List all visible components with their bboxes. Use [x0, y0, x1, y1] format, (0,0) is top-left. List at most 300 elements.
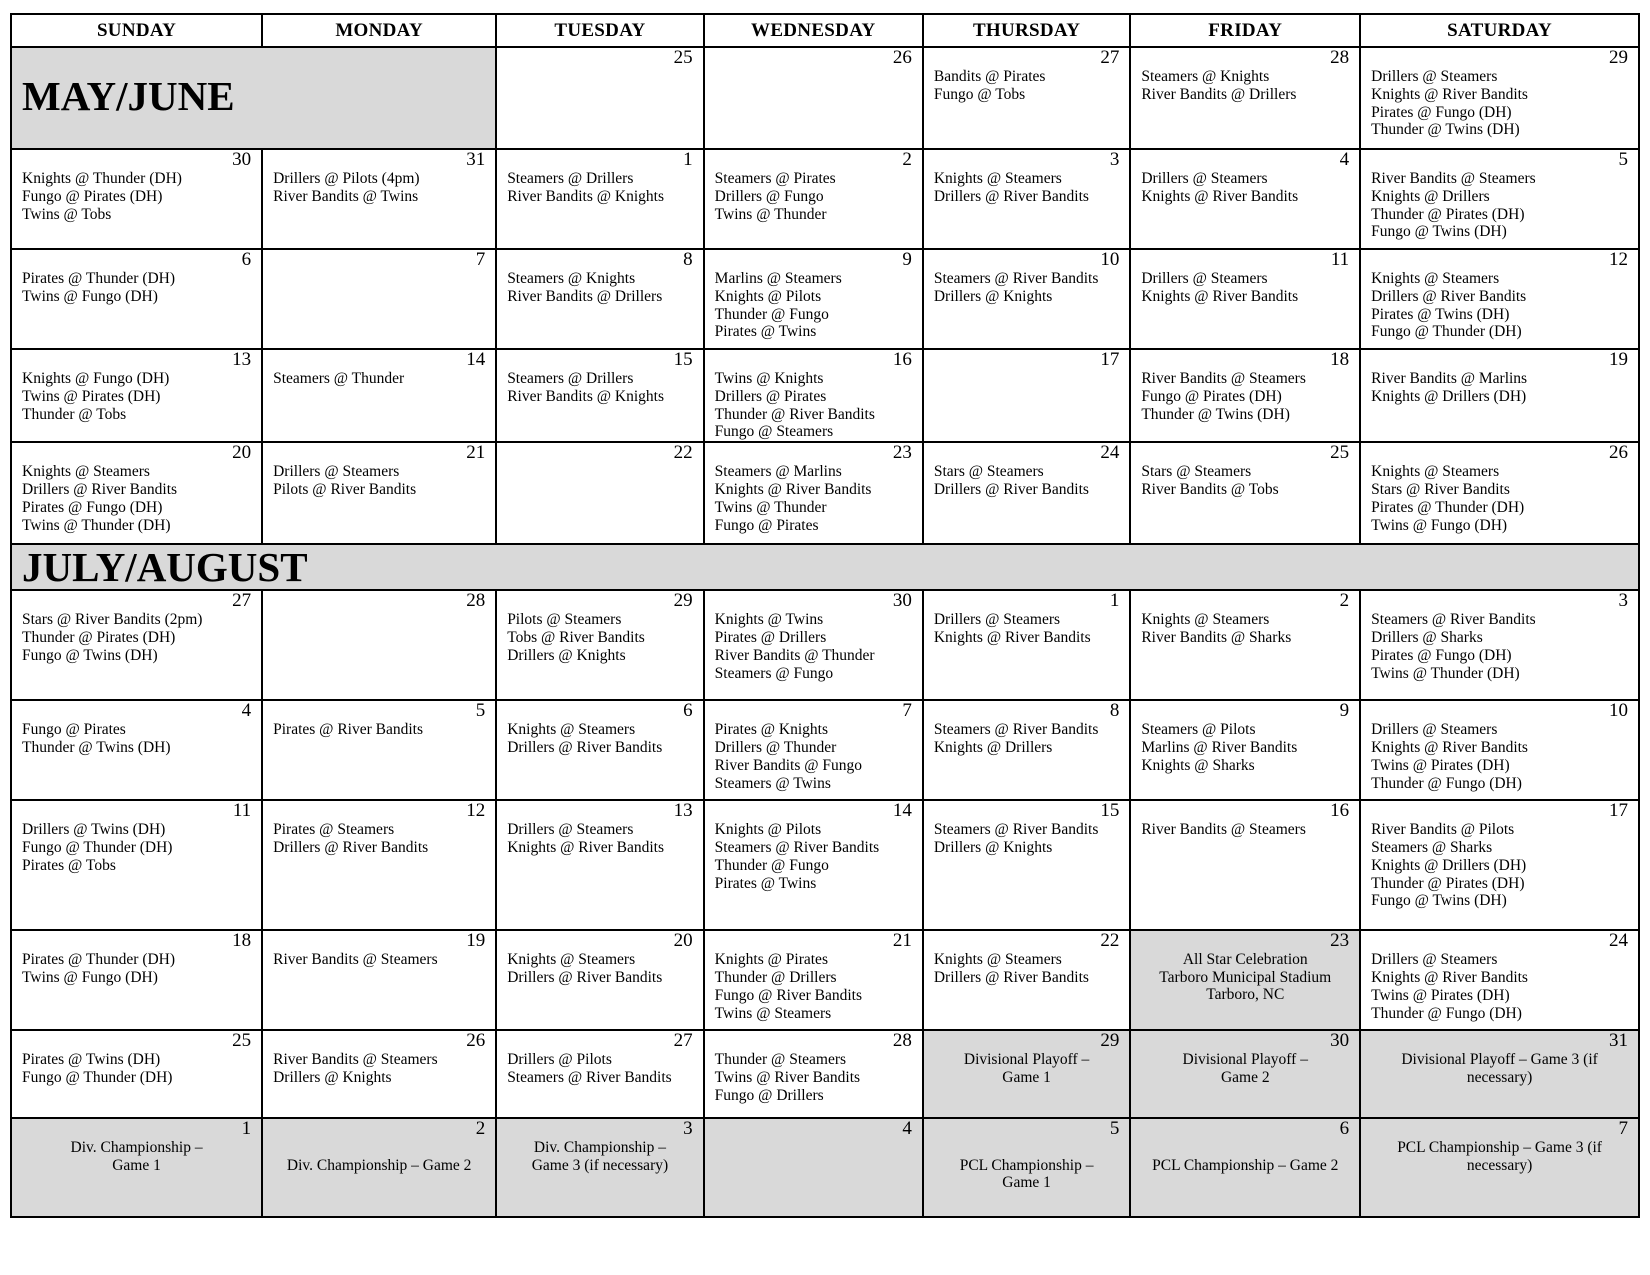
- game-entry: Drillers @ Knights: [933, 287, 1053, 305]
- day-number: 25: [232, 1030, 252, 1052]
- game-entry: Knights @ Pilots: [714, 821, 822, 839]
- game-list: [1131, 821, 1359, 839]
- weekday-header-thursday: THURSDAY: [923, 14, 1130, 47]
- game-entry: Steamers @ Marlins: [714, 463, 842, 481]
- day-number: 10: [1609, 700, 1628, 722]
- game-entry: Fungo @ Twins (DH): [22, 646, 158, 664]
- day-number: 27: [673, 1030, 693, 1052]
- day-cell: [923, 1030, 1130, 1118]
- day-cell: [1360, 930, 1639, 1030]
- game-entry: Thunder @ River Bandits: [714, 405, 875, 423]
- game-entry: Knights @ River Bandits: [714, 480, 872, 498]
- day-cell: [11, 442, 262, 544]
- day-cell: [11, 149, 262, 249]
- game-entry: Fungo @ Pirates: [714, 516, 819, 534]
- game-list: [1361, 951, 1638, 1022]
- week-row: [11, 47, 1639, 149]
- game-list: [12, 951, 261, 987]
- weekday-header-wednesday: WEDNESDAY: [704, 14, 923, 47]
- day-cell: [11, 349, 262, 442]
- day-cell: [496, 800, 703, 930]
- game-list: [1361, 68, 1638, 139]
- game-entry: Knights @ Steamers: [933, 170, 1062, 187]
- game-entry: Drillers @ Steamers: [1371, 951, 1498, 969]
- day-number: 25: [1330, 442, 1350, 464]
- game-entry: Knights @ Steamers: [22, 463, 150, 481]
- day-cell: [262, 249, 496, 349]
- day-cell: [1130, 1030, 1360, 1118]
- day-cell: [496, 1030, 703, 1118]
- game-list: [497, 1051, 702, 1087]
- game-entry: Drillers @ Knights: [933, 838, 1053, 856]
- game-entry: Fungo @ Pirates: [22, 721, 126, 739]
- game-entry: Knights @ River Bandits: [1371, 968, 1528, 986]
- day-cell: [496, 47, 703, 149]
- day-cell: [1360, 47, 1639, 149]
- day-cell: [923, 349, 1130, 442]
- game-entry: Twins @ Thunder: [714, 498, 827, 516]
- game-entry: Drillers @ River Bandits: [507, 738, 663, 756]
- day-cell: [923, 930, 1130, 1030]
- day-cell: [704, 149, 923, 249]
- game-entry: River Bandits @ Steamers: [1371, 170, 1536, 187]
- game-list: [1131, 721, 1359, 774]
- game-list: [924, 463, 1129, 499]
- day-number: 23: [1330, 930, 1350, 952]
- day-cell: [704, 800, 923, 930]
- game-entry: Steamers @ Pilots: [1141, 721, 1256, 739]
- game-entry: Thunder @ Pirates (DH): [22, 628, 176, 646]
- game-entry: Thunder @ Fungo: [714, 305, 829, 323]
- week-row: [11, 1118, 1639, 1217]
- event-note-line: Divisional Playoff –: [1182, 1051, 1308, 1069]
- game-entry: Drillers @ Twins (DH): [22, 821, 166, 839]
- game-list: [705, 270, 922, 341]
- game-list: [263, 463, 495, 499]
- game-entry: Twins @ Thunder (DH): [1371, 664, 1520, 682]
- day-number: 7: [1618, 1118, 1628, 1140]
- game-entry: Tobs @ River Bandits: [507, 628, 645, 646]
- day-number: 27: [232, 590, 252, 612]
- game-entry: River Bandits @ Knights: [507, 187, 664, 205]
- game-entry: Steamers @ River Bandits: [714, 838, 880, 856]
- event-note-line: necessary): [1466, 1156, 1533, 1174]
- game-entry: Knights @ Drillers: [933, 738, 1053, 756]
- week-row: [11, 930, 1639, 1030]
- game-entry: Drillers @ Knights: [507, 646, 626, 664]
- event-note: [924, 1139, 1129, 1192]
- event-note-line: [930, 1139, 1123, 1157]
- game-entry: Twins @ Fungo (DH): [1371, 516, 1508, 534]
- day-number: 7: [475, 249, 486, 270]
- event-note: [263, 1139, 495, 1174]
- game-list: [12, 1051, 261, 1087]
- game-entry: Steamers @ River Bandits: [933, 721, 1099, 739]
- game-entry: Thunder @ Fungo (DH): [1371, 1004, 1522, 1022]
- day-cell: [704, 590, 923, 700]
- day-cell: [1130, 149, 1360, 249]
- event-note: [1361, 1139, 1638, 1174]
- game-entry: Drillers @ River Bandits: [22, 480, 178, 498]
- day-cell: [1130, 700, 1360, 800]
- game-entry: Steamers @ Drillers: [507, 370, 634, 387]
- game-list: [497, 370, 702, 406]
- event-note: [1131, 1051, 1359, 1086]
- game-entry: Pirates @ Tobs: [22, 856, 116, 874]
- game-entry: River Bandits @ Steamers: [1141, 370, 1306, 387]
- game-entry: Twins @ Fungo (DH): [22, 968, 158, 986]
- day-cell: [1360, 800, 1639, 930]
- game-entry: River Bandits @ Marlins: [1371, 370, 1528, 387]
- day-number: 17: [1609, 800, 1628, 822]
- day-cell: [923, 590, 1130, 700]
- game-entry: Drillers @ River Bandits: [933, 968, 1089, 986]
- game-list: [12, 370, 261, 423]
- game-entry: Knights @ Steamers: [1141, 611, 1270, 629]
- game-list: [705, 951, 922, 1022]
- game-list: [1361, 721, 1638, 792]
- day-number: 4: [902, 1118, 912, 1140]
- day-number: 18: [1330, 349, 1350, 370]
- game-entry: Knights @ Twins: [714, 611, 824, 629]
- event-note-line: Div. Championship –: [533, 1139, 666, 1157]
- day-number: 2: [902, 149, 912, 170]
- game-entry: Knights @ Steamers: [507, 951, 636, 969]
- event-note-line: PCL Championship – Game 3 (if: [1397, 1139, 1602, 1157]
- day-number: 1: [1109, 590, 1120, 612]
- game-entry: Steamers @ River Bandits: [933, 821, 1099, 839]
- game-list: [497, 951, 702, 987]
- game-list: [1131, 463, 1359, 499]
- game-entry: Fungo @ Twins (DH): [1371, 223, 1507, 241]
- day-cell: [1360, 590, 1639, 700]
- day-number: 15: [673, 349, 693, 370]
- game-list: [1361, 170, 1638, 241]
- game-entry: Fungo @ Pirates (DH): [1141, 387, 1282, 405]
- day-number: 20: [673, 930, 693, 952]
- day-number: 5: [1109, 1118, 1120, 1140]
- day-number: 25: [673, 47, 693, 68]
- game-entry: Drillers @ Steamers: [507, 821, 634, 839]
- day-cell: [704, 1030, 923, 1118]
- game-entry: River Bandits @ Steamers: [1141, 821, 1306, 839]
- game-list: [924, 611, 1129, 647]
- day-cell: [923, 800, 1130, 930]
- game-entry: Drillers @ Thunder: [714, 738, 837, 756]
- game-entry: Knights @ River Bandits: [933, 628, 1091, 646]
- game-entry: Fungo @ Thunder (DH): [1371, 323, 1522, 341]
- event-note: [497, 1139, 702, 1174]
- game-list: [12, 721, 261, 757]
- game-entry: Twins @ Fungo (DH): [22, 287, 158, 305]
- day-cell: [1360, 1118, 1639, 1217]
- game-entry: Drillers @ Steamers: [273, 463, 400, 481]
- game-entry: Fungo @ Thunder (DH): [22, 838, 173, 856]
- day-number: 22: [673, 442, 693, 464]
- game-entry: Stars @ Steamers: [1141, 463, 1252, 481]
- event-note-line: Game 2: [1220, 1068, 1270, 1086]
- schedule-calendar: [10, 13, 1640, 1218]
- day-cell: [1130, 249, 1360, 349]
- game-entry: Pirates @ Fungo (DH): [22, 498, 163, 516]
- day-cell: [496, 249, 703, 349]
- game-entry: Fungo @ Tobs: [933, 85, 1026, 103]
- day-number: 30: [1330, 1030, 1350, 1052]
- day-number: 23: [892, 442, 912, 464]
- game-list: [12, 611, 261, 664]
- game-entry: Pirates @ Fungo (DH): [1371, 103, 1512, 121]
- day-cell: [11, 800, 262, 930]
- game-list: [924, 951, 1129, 987]
- game-entry: Stars @ River Bandits (2pm): [22, 611, 203, 629]
- game-entry: River Bandits @ Fungo: [714, 756, 862, 774]
- game-entry: River Bandits @ Steamers: [273, 1051, 438, 1069]
- day-cell: [1130, 930, 1360, 1030]
- game-list: [263, 951, 495, 969]
- week-row: [11, 349, 1639, 442]
- game-list: [705, 463, 922, 534]
- day-number: 6: [1339, 1118, 1350, 1140]
- game-entry: Thunder @ Steamers: [714, 1051, 847, 1069]
- weekday-header-sunday: SUNDAY: [11, 14, 262, 47]
- game-entry: Knights @ Drillers (DH): [1371, 856, 1527, 874]
- day-number: 4: [241, 700, 252, 722]
- day-number: 31: [1609, 1030, 1628, 1052]
- event-note-line: [269, 1139, 489, 1157]
- game-entry: River Bandits @ Drillers: [1141, 85, 1297, 103]
- day-number: 28: [892, 1030, 912, 1052]
- game-entry: Thunder @ Tobs: [22, 405, 127, 423]
- game-list: [12, 821, 261, 874]
- day-number: 28: [466, 590, 486, 612]
- game-entry: Drillers @ Pilots (4pm): [273, 170, 420, 187]
- game-entry: Pilots @ Steamers: [507, 611, 622, 629]
- game-entry: Twins @ Pirates (DH): [1371, 756, 1510, 774]
- game-list: [497, 170, 702, 206]
- game-entry: Drillers @ Pilots: [507, 1051, 612, 1069]
- day-number: 12: [1609, 249, 1628, 270]
- game-list: [497, 270, 702, 306]
- game-entry: River Bandits @ Knights: [507, 387, 664, 405]
- game-entry: Bandits @ Pirates: [933, 68, 1046, 85]
- weekday-header-monday: MONDAY: [262, 14, 496, 47]
- game-entry: Fungo @ Thunder (DH): [22, 1068, 173, 1086]
- day-number: 15: [1100, 800, 1120, 822]
- event-note-line: Game 1: [1002, 1068, 1051, 1086]
- game-entry: Steamers @ Sharks: [1371, 838, 1493, 856]
- game-entry: Twins @ Tobs: [22, 205, 112, 223]
- event-note-line: All Star Celebration: [1182, 951, 1308, 969]
- game-entry: Thunder @ Pirates (DH): [1371, 874, 1525, 892]
- day-number: 14: [466, 349, 486, 370]
- game-entry: Drillers @ Steamers: [1141, 270, 1268, 287]
- day-number: 22: [1100, 930, 1120, 952]
- day-number: 27: [1100, 47, 1120, 68]
- day-number: 8: [1109, 700, 1120, 722]
- game-list: [705, 611, 922, 682]
- day-cell: [11, 1030, 262, 1118]
- day-cell: [704, 700, 923, 800]
- day-number: 21: [466, 442, 486, 464]
- game-list: [705, 821, 922, 892]
- game-list: [1361, 821, 1638, 910]
- game-entry: Knights @ Drillers (DH): [1371, 387, 1527, 405]
- event-note-line: Divisional Playoff –: [963, 1051, 1090, 1069]
- day-number: 11: [1330, 249, 1350, 270]
- day-number: 13: [232, 349, 252, 370]
- game-entry: Pirates @ Steamers: [273, 821, 395, 839]
- day-cell: [704, 249, 923, 349]
- game-entry: Marlins @ Steamers: [714, 270, 842, 287]
- day-cell: [923, 700, 1130, 800]
- week-row: [11, 800, 1639, 930]
- day-cell: [496, 349, 703, 442]
- event-note-line: necessary): [1466, 1068, 1533, 1086]
- game-list: [263, 821, 495, 857]
- day-number: 3: [683, 1118, 693, 1140]
- event-note-line: [1137, 1139, 1353, 1157]
- game-entry: Steamers @ River Bandits: [507, 1068, 672, 1086]
- day-cell: [1360, 442, 1639, 544]
- day-cell: [923, 442, 1130, 544]
- game-entry: Drillers @ River Bandits: [507, 968, 663, 986]
- event-note: [1131, 951, 1359, 1004]
- game-entry: Pilots @ River Bandits: [273, 480, 417, 498]
- game-entry: Knights @ River Bandits: [1371, 85, 1528, 103]
- game-entry: Steamers @ Knights: [507, 270, 636, 287]
- game-entry: Knights @ Steamers: [1371, 463, 1500, 481]
- game-entry: River Bandits @ Tobs: [1141, 480, 1279, 498]
- game-entry: Drillers @ Fungo: [714, 187, 824, 205]
- game-entry: Drillers @ Knights: [273, 1068, 392, 1086]
- game-entry: Thunder @ Twins (DH): [22, 738, 171, 756]
- day-number: 2: [475, 1118, 486, 1140]
- game-entry: Marlins @ River Bandits: [1141, 738, 1298, 756]
- week-row: [11, 149, 1639, 249]
- game-entry: Drillers @ River Bandits: [1371, 287, 1527, 305]
- game-list: [263, 1051, 495, 1087]
- week-row: [11, 442, 1639, 544]
- game-entry: Knights @ River Bandits: [1141, 287, 1299, 305]
- day-number: 16: [892, 349, 912, 370]
- day-cell: [1360, 249, 1639, 349]
- day-cell: [1360, 1030, 1639, 1118]
- day-cell: [1130, 800, 1360, 930]
- game-entry: Pirates @ Thunder (DH): [1371, 498, 1525, 516]
- event-note-line: Game 1: [1002, 1174, 1051, 1192]
- game-entry: Drillers @ Steamers: [1371, 721, 1498, 739]
- day-number: 29: [1609, 47, 1628, 68]
- game-entry: Drillers @ River Bandits: [933, 480, 1089, 498]
- game-entry: River Bandits @ Thunder: [714, 646, 875, 664]
- day-number: 4: [1339, 149, 1350, 170]
- day-cell: [704, 47, 923, 149]
- day-number: 1: [241, 1118, 252, 1140]
- game-entry: Drillers @ River Bandits: [933, 187, 1089, 205]
- game-entry: River Bandits @ Pilots: [1371, 821, 1515, 839]
- day-cell: [262, 930, 496, 1030]
- day-cell: [262, 590, 496, 700]
- day-cell: [11, 590, 262, 700]
- game-entry: Pirates @ Twins (DH): [1371, 305, 1510, 323]
- game-list: [924, 170, 1129, 206]
- weekday-header-tuesday: TUESDAY: [496, 14, 703, 47]
- day-cell: [1360, 700, 1639, 800]
- game-entry: River Bandits @ Twins: [273, 187, 419, 205]
- game-entry: Twins @ Pirates (DH): [22, 387, 161, 405]
- game-entry: Fungo @ Drillers: [714, 1086, 824, 1104]
- month-label: MAY/JUNE: [22, 73, 235, 119]
- game-entry: Pirates @ Thunder (DH): [22, 951, 176, 969]
- game-list: [1361, 270, 1638, 341]
- game-entry: Twins @ Thunder: [714, 205, 827, 223]
- game-entry: Knights @ Pirates: [714, 951, 828, 969]
- game-list: [12, 463, 261, 534]
- day-cell: [1130, 349, 1360, 442]
- game-list: [705, 1051, 922, 1104]
- game-entry: Fungo @ Pirates (DH): [22, 187, 163, 205]
- day-number: 9: [902, 249, 912, 270]
- game-list: [1361, 370, 1638, 406]
- game-entry: Steamers @ River Bandits: [933, 270, 1099, 287]
- game-entry: Drillers @ Pirates: [714, 387, 827, 405]
- day-cell: [1130, 1118, 1360, 1217]
- week-row: [11, 249, 1639, 349]
- day-number: 14: [892, 800, 912, 822]
- day-cell: [704, 442, 923, 544]
- day-cell: [1130, 47, 1360, 149]
- day-number: 11: [232, 800, 252, 822]
- day-cell: [923, 249, 1130, 349]
- day-number: 24: [1100, 442, 1120, 464]
- event-note-line: Div. Championship – Game 2: [286, 1156, 472, 1174]
- week-row: [11, 1030, 1639, 1118]
- game-entry: Knights @ Steamers: [507, 721, 636, 739]
- game-entry: Fungo @ Steamers: [714, 423, 834, 441]
- game-entry: Knights @ River Bandits: [507, 838, 664, 856]
- day-cell: [496, 930, 703, 1030]
- game-entry: Thunder @ Fungo (DH): [1371, 774, 1522, 792]
- game-list: [1361, 611, 1638, 682]
- game-entry: River Bandits @ Drillers: [507, 287, 663, 305]
- game-entry: Knights @ Sharks: [1141, 756, 1255, 774]
- game-entry: Drillers @ Sharks: [1371, 628, 1483, 646]
- game-list: [924, 68, 1129, 104]
- weekday-header-saturday: SATURDAY: [1360, 14, 1639, 47]
- week-row: [11, 700, 1639, 800]
- game-entry: Twins @ Pirates (DH): [1371, 986, 1510, 1004]
- month-label: JULY/AUGUST: [22, 544, 308, 591]
- day-cell: [262, 1118, 496, 1217]
- game-entry: Thunder @ Twins (DH): [1371, 121, 1520, 139]
- month-banner-row: [11, 544, 1639, 590]
- game-entry: Pirates @ Fungo (DH): [1371, 646, 1512, 664]
- day-number: 21: [892, 930, 912, 952]
- day-cell: [704, 930, 923, 1030]
- day-cell: [496, 1118, 703, 1217]
- day-number: 1: [683, 149, 693, 170]
- game-entry: Pirates @ Knights: [714, 721, 828, 739]
- game-entry: Knights @ Fungo (DH): [22, 370, 170, 387]
- game-list: [263, 170, 495, 206]
- game-list: [1131, 270, 1359, 306]
- day-cell: [1360, 349, 1639, 442]
- event-note-line: PCL Championship –: [959, 1156, 1094, 1174]
- day-number: 7: [902, 700, 912, 722]
- day-number: 18: [232, 930, 252, 952]
- game-list: [705, 721, 922, 792]
- game-entry: Pirates @ Twins (DH): [22, 1051, 161, 1069]
